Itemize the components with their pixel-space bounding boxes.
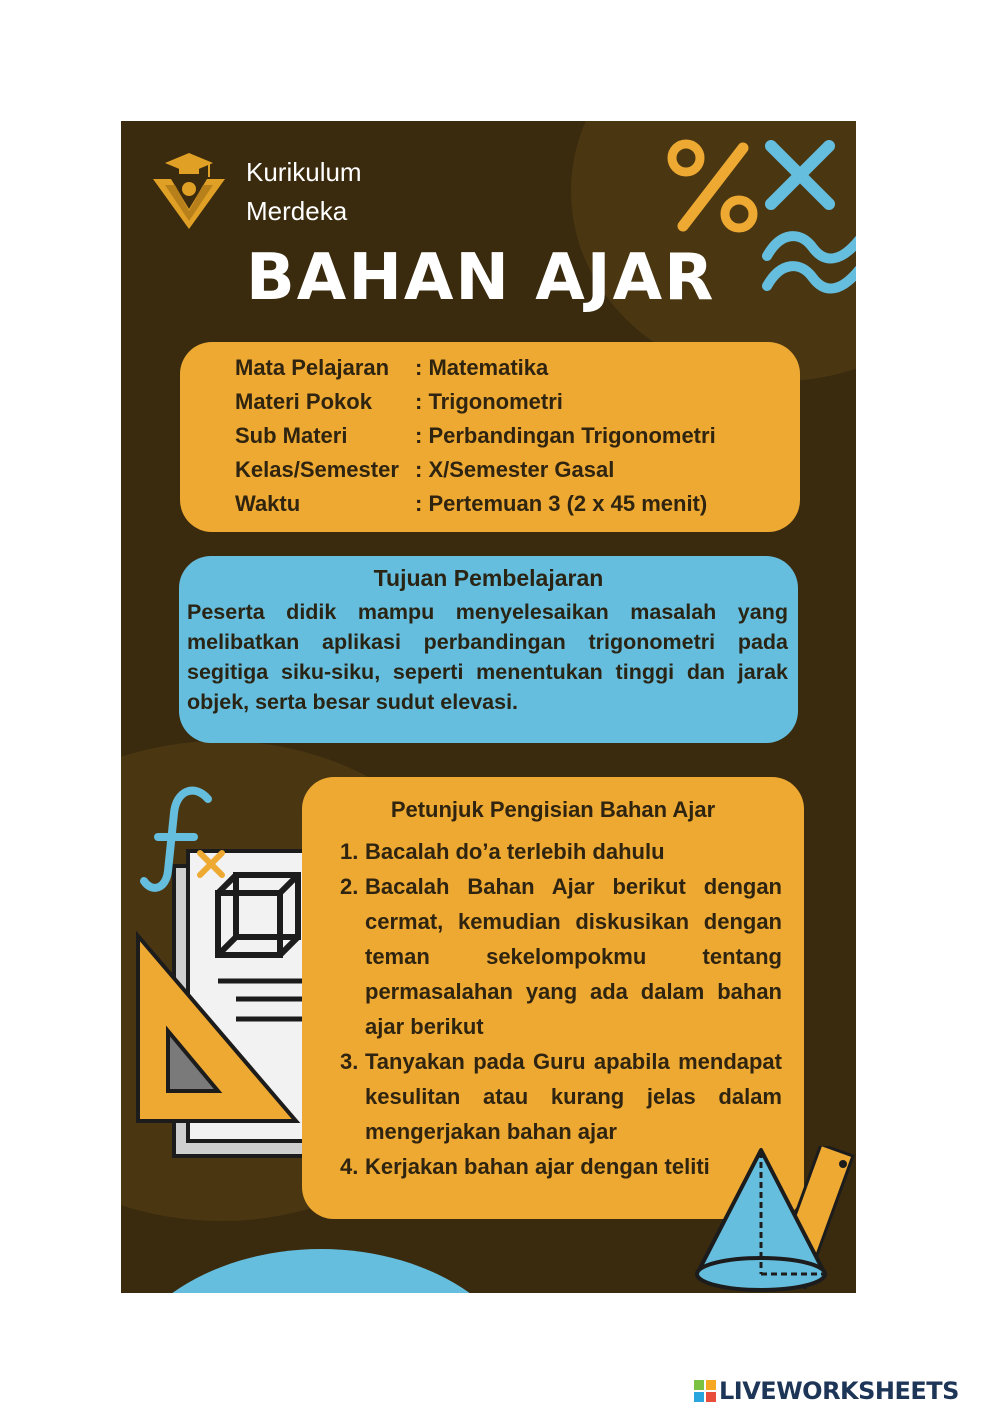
brand-line-1: Kurikulum	[246, 157, 362, 187]
info-value: : Matematika	[415, 355, 549, 380]
brand-name	[246, 153, 362, 231]
brand-line-2: Merdeka	[246, 196, 348, 226]
instructions-title: Petunjuk Pengisian Bahan Ajar	[390, 797, 716, 822]
learning-goal-text: Peserta didik mampu menyelesaikan masalah yang melibatkan aplikasi perbandingan trigonometri pada segitiga siku-siku, seperti menentukan tinggi dan jarak objek, serta besar sudut elevasi.	[187, 600, 788, 714]
list-item	[340, 834, 782, 869]
info-row	[235, 457, 614, 483]
step-text: Bacalah do’a terlebih dahulu	[365, 839, 665, 864]
step-number: 1.	[340, 839, 359, 864]
step-text: Kerjakan bahan ajar dengan teliti	[365, 1154, 710, 1179]
step-number: 3.	[340, 1049, 359, 1074]
info-row	[235, 355, 548, 381]
step-number: 2.	[340, 874, 359, 899]
info-value: : Perbandingan Trigonometri	[415, 423, 716, 448]
step-text: Tanyakan pada Guru apabila mendapat kesulitan atau kurang jelas dalam mengerjakan bahan ajar	[365, 1049, 782, 1144]
info-value: : X/Semester Gasal	[415, 457, 615, 482]
bg-circle-bottom-blue	[121, 1249, 531, 1293]
percent-icon	[672, 144, 753, 228]
list-item	[340, 1044, 782, 1149]
learning-goal-box	[179, 556, 798, 743]
learning-goal-title: Tujuan Pembelajaran	[373, 565, 604, 591]
list-item	[340, 869, 782, 1044]
liveworksheets-logo	[694, 1377, 959, 1405]
info-row	[235, 491, 707, 517]
info-row	[235, 423, 716, 449]
info-label: Mata Pelajaran	[235, 355, 390, 380]
step-text: Bacalah Bahan Ajar berikut dengan cermat, kemudian diskusikan dengan teman sekelompokmu tentang permasalahan yang ada dalam bahan ajar berikut	[365, 874, 782, 1039]
instructions-list	[340, 834, 782, 1184]
info-value: : Pertemuan 3 (2 x 45 menit)	[415, 491, 708, 516]
info-label: Kelas/Semester	[235, 457, 399, 482]
wave-icon	[767, 236, 856, 288]
info-box	[180, 342, 800, 532]
info-label: Materi Pokok	[235, 389, 372, 414]
info-row	[235, 389, 563, 415]
step-number: 4.	[340, 1154, 359, 1179]
math-decoration	[661, 136, 856, 306]
liveworksheets-icon	[694, 1380, 716, 1402]
info-label: Waktu	[235, 491, 301, 516]
worksheet-illustration	[136, 781, 326, 1161]
multiply-icon	[771, 146, 829, 204]
cone-ruler-illustration	[691, 1146, 856, 1293]
info-value: : Trigonometri	[415, 389, 563, 414]
graduation-logo-icon	[151, 151, 227, 231]
poster	[121, 121, 856, 1293]
liveworksheets-brand: LIVEWORKSHEETS	[719, 1377, 959, 1405]
info-label: Sub Materi	[235, 423, 348, 448]
page-title: BAHAN AJAR	[246, 241, 716, 315]
